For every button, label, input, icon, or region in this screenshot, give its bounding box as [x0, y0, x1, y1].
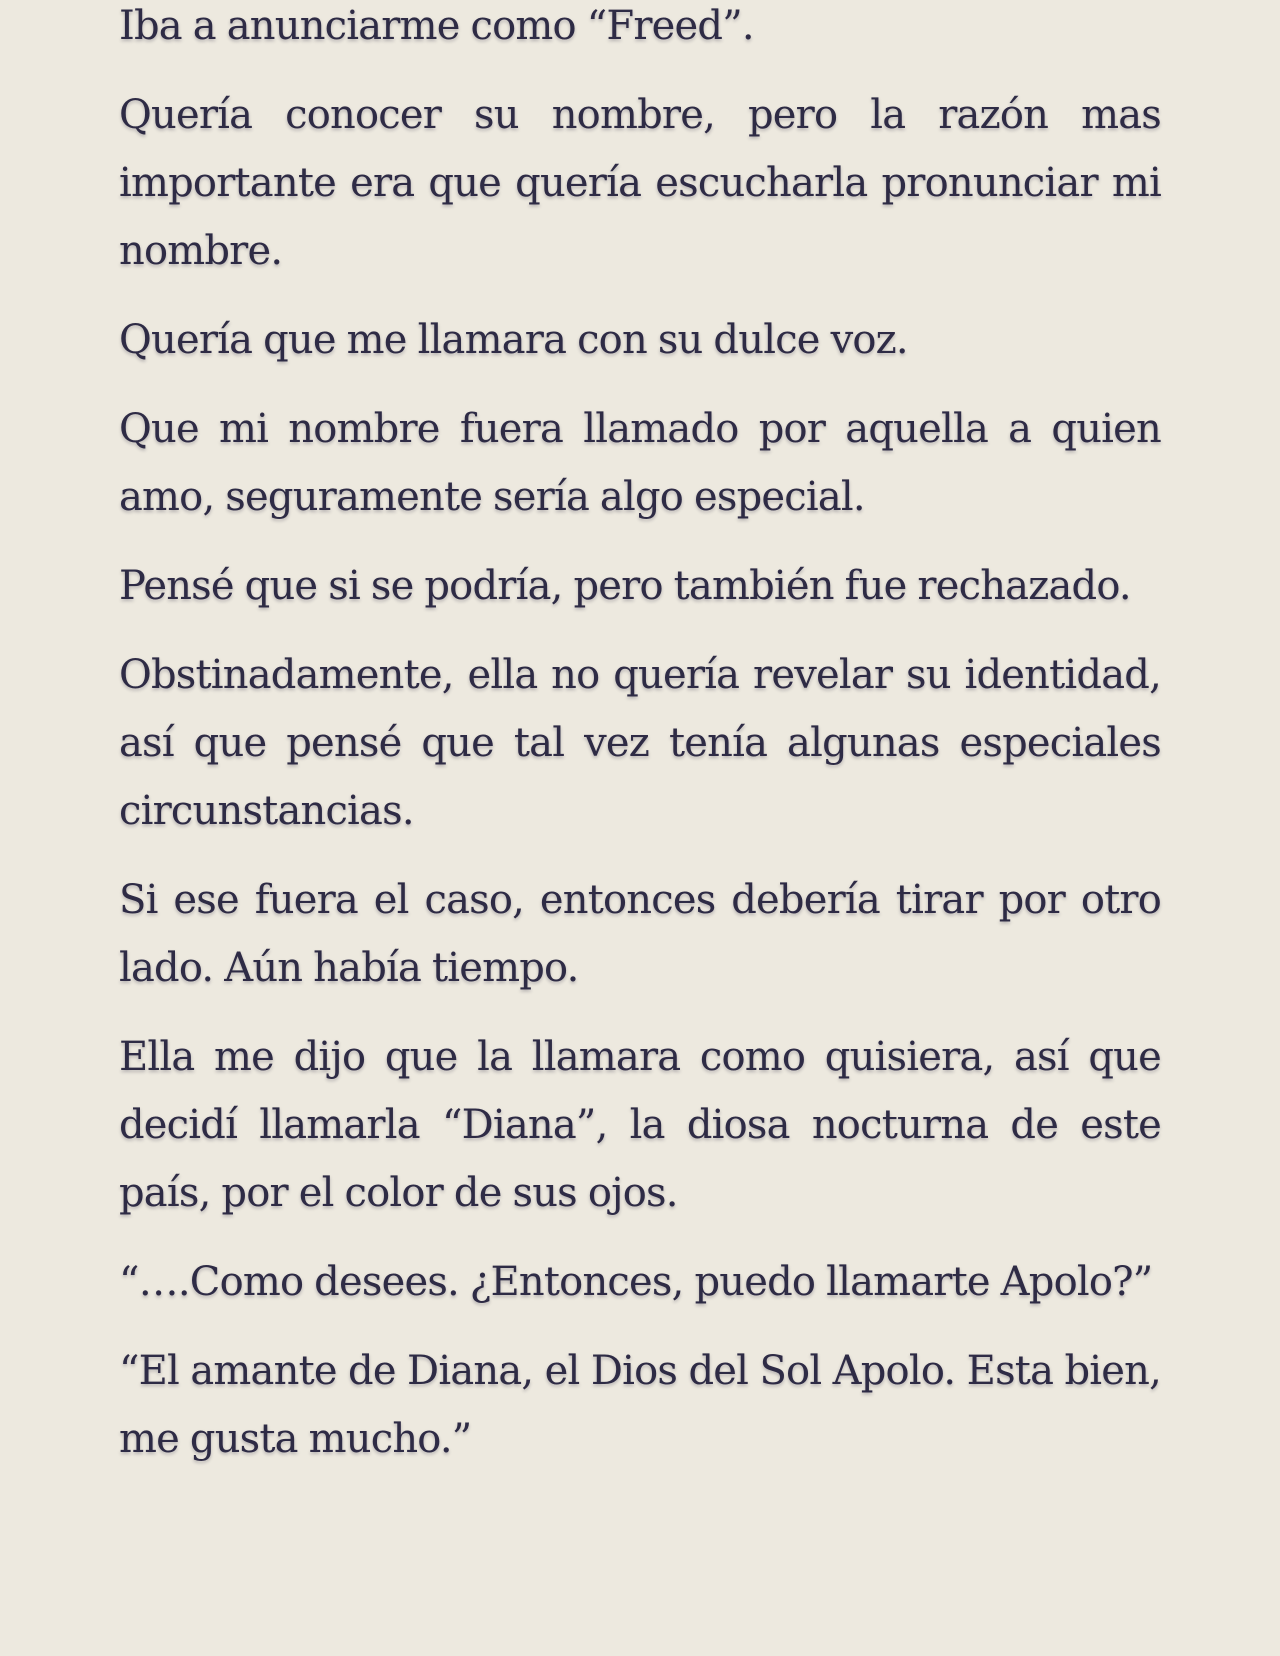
- paragraph: Pensé que si se podría, pero también fue rechazado.: [119, 563, 1131, 609]
- paragraph: Quería que me llamara con su dulce voz.: [119, 317, 908, 363]
- paragraph: Obstinadamente, ella no quería revelar su identidad, así que pensé que tal vez tenía algunas especiales circunstancias.: [119, 652, 1161, 834]
- paragraph: Que mi nombre fuera llamado por aquella a quien amo, seguramente sería algo especial.: [119, 406, 1161, 520]
- paragraph: Si ese fuera el caso, entonces debería tirar por otro lado. Aún había tiempo.: [119, 877, 1161, 991]
- text-column: [119, 0, 1161, 1494]
- paragraph: “El amante de Diana, el Dios del Sol Apolo. Esta bien, me gusta mucho.”: [119, 1348, 1161, 1462]
- paragraph: Iba a anunciarme como “Freed”.: [119, 3, 754, 49]
- paragraph: “….Como desees. ¿Entonces, puedo llamarte Apolo?”: [119, 1259, 1153, 1305]
- paragraph: Quería conocer su nombre, pero la razón mas importante era que quería escucharla pronunciar mi nombre.: [119, 92, 1161, 274]
- paragraph: Ella me dijo que la llamara como quisiera, así que decidí llamarla “Diana”, la diosa nocturna de este país, por el color de sus ojos.: [119, 1034, 1161, 1216]
